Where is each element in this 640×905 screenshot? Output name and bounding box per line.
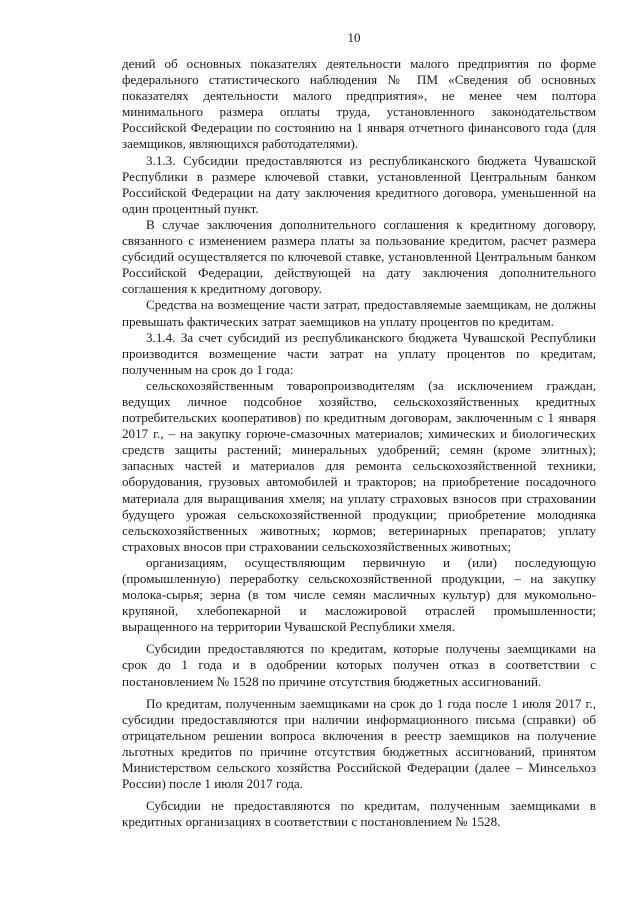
- paragraph-loans-after-july: По кредитам, полученным заемщиками на срок до 1 года после 1 июля 2017 г., субсидии предоставляются при наличии информационного письма (справки) об отрицательном решении вопроса включения в реестр заемщиков на получение льготных кредитов по причине отсутствия бюджетных ассигнований, принятом Министерством сельского хозяйства Российской Федерации (далее – Минсельхоз России) после 1 июля 2017 года.: [122, 695, 596, 792]
- paragraph-clause-3-1-4: 3.1.4. За счет субсидий из республиканского бюджета Чувашской Республики производится возмещение части затрат на уплату процентов по кредитам, полученным на срок до 1 года:: [122, 329, 596, 377]
- paragraph-compensation-limit: Средства на возмещение части затрат, предоставляемые заемщикам, не должны превышать фактических затрат заемщиков на уплату процентов по кредитам.: [122, 297, 596, 329]
- page-number: 10: [347, 30, 361, 45]
- paragraph-subsidies-refusal: Субсидии предоставляются по кредитам, которые получены заемщиками на срок до 1 года и в одобрении которых получен отказ в соответствии с постановлением № 1528 по причине отсутствия бюджетных ассигнований.: [122, 641, 596, 689]
- paragraph-clause-3-1-3: 3.1.3. Субсидии предоставляются из республиканского бюджета Чувашской Республики в размере ключевой ставки, установленной Центральным банком Российской Федерации на дату заключения кредитного договора, уменьшенной на один процентный пункт.: [122, 152, 596, 216]
- paragraph-agricultural-producers: сельскохозяйственным товаропроизводителям (за исключением граждан, ведущих личное подсобное хозяйство, сельскохозяйственных кредитных потребительских кооперативов) по кредитным договорам, заключенным с 1 января 2017 г., – на закупку горюче-смазочных материалов; химических и биологических средств защиты растений; минеральных удобрений; семян (кроме элитных); запасных частей и материалов для ремонта сельскохозяйственной техники, оборудования, грузовых автомобилей и тракторов; на приобретение посадочного материала для выращивания хмеля; на уплату страховых взносов при страховании будущего урожая сельскохозяйственной продукции; приобретение молодняка сельскохозяйственных животных; кормов; ветеринарных препаратов; уплату страховых вносов при страховании сельскохозяйственных животных;: [122, 377, 596, 554]
- paragraph-subsidies-not-provided: Субсидии не предоставляются по кредитам, полученным заемщиками в кредитных организациях в соответствии с постановлением № 1528.: [122, 798, 596, 830]
- paragraph-processing-organizations: организациям, осуществляющим первичную и (или) последующую (промышленную) переработку сельскохозяйственной продукции, – на закупку молока-сырья; зерна (в том числе семян масличных культур) для мукомольно-крупяной, хлебопекарной и масложировой отраслей промышленности; выращенного на территории Чувашской Республики хмеля.: [122, 554, 596, 635]
- paragraph-continuation: дений об основных показателях деятельности малого предприятия по форме федерального статистического наблюдения № ПМ «Сведения об основных показателях деятельности малого предприятия», не менее чем полтора минимального размера оплаты труда, установленного законодательством Российской Федерации по состоянию на 1 января отчетного финансового года (для заемщиков, являющихся работодателями).: [122, 56, 596, 152]
- paragraph-additional-agreement: В случае заключения дополнительного соглашения к кредитному договору, связанного с изменением размера платы за пользование кредитом, расчет размера субсидий осуществляется по ключевой ставке, установленной Центральным банком Российской Федерации, действующей на дату заключения дополнительного соглашения к кредитному договору.: [122, 216, 596, 297]
